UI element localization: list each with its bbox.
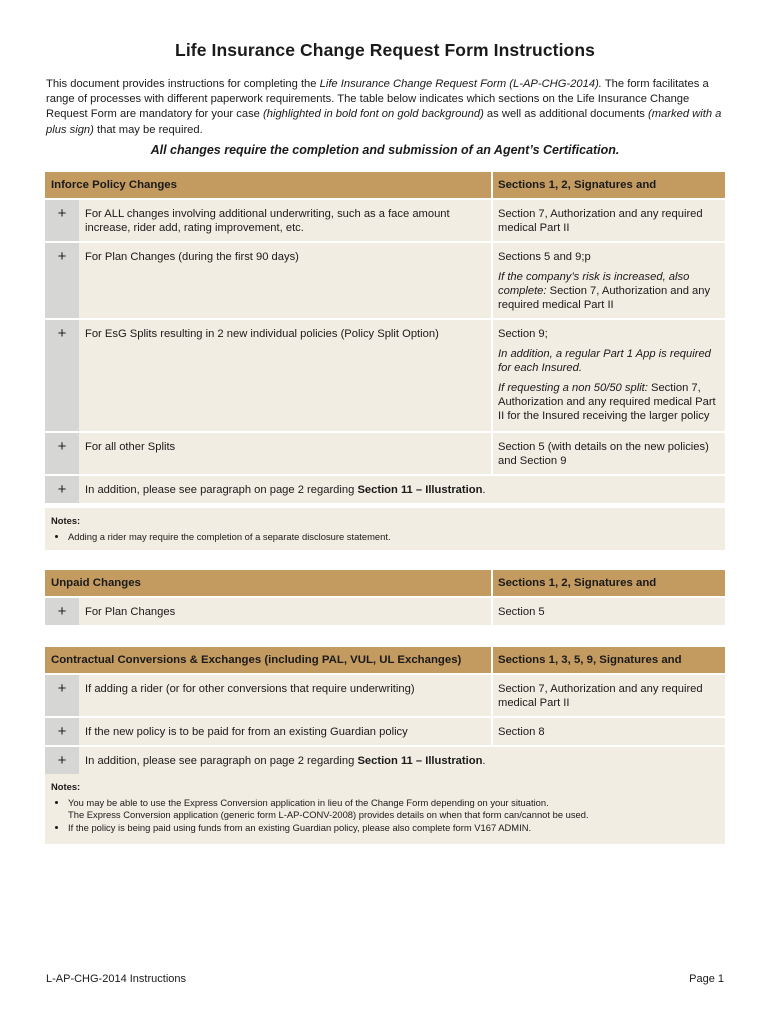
note-text: You may be able to use the Express Conversion application in lieu of the Change Form depending on your situation. [68,796,549,808]
table-row [45,320,725,431]
unpaid-changes-table [45,568,725,627]
row-requirement: Section 7, Authorization and any required medical Part II [493,675,725,716]
plus-icon: + [45,598,79,625]
requirement-condition: In addition, a regular Part 1 App is required for each Insured. [498,348,711,374]
table-row [45,476,725,503]
requirement-condition: If the company’s risk is increased, also complete: [498,271,690,297]
reference-text: In addition, please see paragraph on page 2 regarding [85,755,358,767]
table-row [45,747,725,774]
requirement-detail: Section 7, Authorization and any required medical Part II for the Insured receiving the larger policy [498,382,716,422]
table-row [45,433,725,474]
note-item: • Adding a rider may require the completion of a separate disclosure statement. [68,531,719,544]
reference-section: Section 11 – Illustration [357,484,483,496]
row-description: For all other Splits [79,433,493,474]
illustration-reference [79,476,725,503]
intro-text: The form facilitates a range of processes with different paperwork requirements. The table below indicates which sections on the Life Insurance Change Request Form are mandatory for your case [46,78,709,121]
agent-certification-note: All changes require the completion and submission of an Agent’s Certification. [150,143,620,157]
plus-icon: + [45,200,79,241]
intro-highlight-note: (highlighted in bold font on gold background) [263,108,484,121]
table-row [45,200,725,241]
plus-icon: + [45,243,79,318]
row-description: For Plan Changes (during the first 90 days) [79,243,493,318]
intro-form-name: Life Insurance Change Request Form (L-AP-CHG-2014). [319,78,602,90]
reference-section: Section 11 – Illustration [357,755,483,767]
reference-text: In addition, please see paragraph on page 2 regarding [85,484,358,496]
row-description: For ALL changes involving additional underwriting, such as a face amount increase, rider add, rating improvement, etc. [79,200,493,241]
header-conversions: Contractual Conversions & Exchanges (including PAL, VUL, UL Exchanges) [45,647,493,673]
notes-list [51,797,719,835]
table-row [45,598,725,625]
row-requirement [493,320,725,431]
note-text: The Express Conversion application (generic form L-AP-CONV-2008) provides details on when that form can/cannot be used. [68,809,589,820]
notes-title: Notes: [51,781,81,792]
intro-text: that may be required. [93,123,203,136]
illustration-reference [79,747,725,774]
footer-form-id: L-AP-CHG-2014 Instructions [46,973,186,985]
requirement-text [498,381,719,423]
plus-icon: + [45,718,79,745]
note-item: • If the policy is being paid using funds from an existing Guardian policy, please also complete form V167 ADMIN. [68,822,719,835]
row-description: For EsG Splits resulting in 2 new individual policies (Policy Split Option) [79,320,493,431]
intro-text: as well as additional documents [483,108,649,121]
row-description: For Plan Changes [79,598,493,625]
row-requirement: Section 8 [493,718,725,745]
document-title: Life Insurance Change Request Form Instructions [175,40,595,60]
conversions-table [45,645,725,776]
requirement-detail: Section 7, Authorization and any required medical Part II [498,285,711,311]
requirement-text [498,347,719,375]
notes-title: Notes: [51,515,81,526]
footer-page-number: Page 1 [689,973,724,985]
row-description: If adding a rider (or for other conversions that require underwriting) [79,675,493,716]
reference-text: . [482,484,486,496]
notes-list [51,531,719,544]
plus-icon: + [45,476,79,503]
row-requirement: Section 7, Authorization and any required medical Part II [493,200,725,241]
requirement-text: Sections 5 and 9;p [498,251,591,263]
row-requirement: Section 5 (with details on the new policies) and Section 9 [493,433,725,474]
header-required-sections: Sections 1, 3, 5, 9, Signatures and [493,647,725,673]
row-requirement: Section 5 [493,598,725,625]
header-unpaid-changes: Unpaid Changes [45,570,493,596]
plus-icon: + [45,747,79,774]
intro-text: This document provides instructions for completing the [46,78,320,90]
inforce-notes [45,508,725,550]
reference-text: . [482,755,486,767]
intro-plus-note: (marked with a plus sign) [46,108,722,136]
plus-icon: + [45,320,79,431]
table-row [45,718,725,745]
table-header [45,172,725,198]
table-header [45,570,725,596]
header-required-sections: Sections 1, 2, Signatures and [493,570,725,596]
header-inforce-changes: Inforce Policy Changes [45,172,493,198]
plus-icon: + [45,675,79,716]
row-description: If the new policy is to be paid for from an existing Guardian policy [79,718,493,745]
row-requirement [493,243,725,318]
requirement-condition: If requesting a non 50/50 split: [498,382,648,394]
intro-paragraph [46,77,726,138]
table-header [45,647,725,673]
table-row [45,675,725,716]
note-item [68,797,719,822]
requirement-text: Section 9; [498,328,548,340]
plus-icon: + [45,433,79,474]
table-row [45,243,725,318]
requirement-text [498,270,719,312]
inforce-changes-table [45,170,725,505]
header-required-sections: Sections 1, 2, Signatures and [493,172,725,198]
conversions-notes [45,774,725,844]
